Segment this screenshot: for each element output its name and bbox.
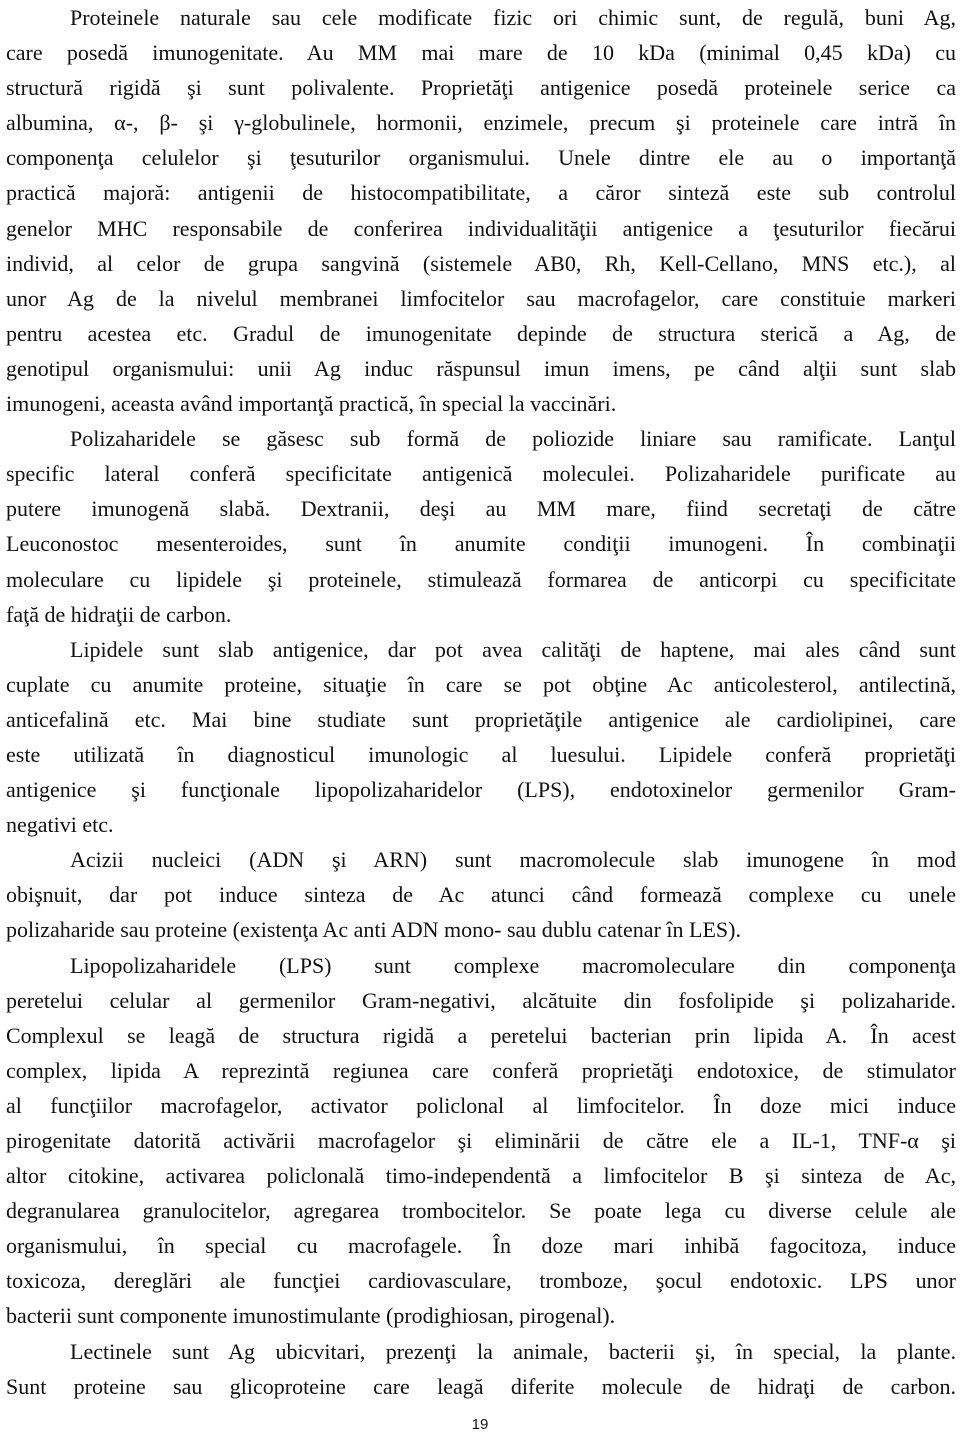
- text-line: care posedă imunogenitate. Au MM mai mare de 10 kDa (minimal 0,45 kDa) cu: [6, 40, 956, 66]
- text-line: practică majoră: antigenii de histocompatibilitate, a căror sinteză este sub controlul: [6, 180, 956, 206]
- text-line: albumina, α-, β- şi γ-globulinele, hormonii, enzimele, precum şi proteinele care intră în: [6, 110, 956, 136]
- text-line: peretelui celular al germenilor Gram-negativi, alcătuite din fosfolipide şi polizaharide.: [6, 987, 956, 1013]
- text-line: bacterii sunt componente imunostimulante (prodighiosan, pirogenal).: [6, 1303, 616, 1329]
- text-line: componenţa celulelor şi ţesuturilor organismului. Unele dintre ele au o importanţă: [6, 145, 956, 171]
- text-line: obişnuit, dar pot induce sinteza de Ac atunci când formează complexe cu unele: [6, 882, 956, 908]
- document-page: [6, 0, 956, 1404]
- text-line: specific lateral conferă specificitate antigenică moleculei. Polizaharidele purificate au: [6, 461, 956, 487]
- text-line: organismului, în special cu macrofagele. În doze mari inhibă fagocitoza, induce: [6, 1233, 956, 1259]
- text-line: moleculare cu lipidele şi proteinele, stimulează formarea de anticorpi cu specificitate: [6, 566, 956, 592]
- text-line: imunogeni, aceasta având importanţă practică, în special la vaccinări.: [6, 391, 617, 417]
- text-line: polizaharide sau proteine (existenţa Ac anti ADN mono- sau dublu catenar în LES).: [6, 917, 741, 943]
- text-line: anticefalină etc. Mai bine studiate sunt proprietăţile antigenice ale cardiolipinei, care: [6, 706, 956, 732]
- text-line: pentru acestea etc. Gradul de imunogenitate depinde de structura sterică a Ag, de: [6, 320, 956, 346]
- text-line: al funcţiilor macrofagelor, activator policlonal al limfocitelor. În doze mici induce: [6, 1092, 956, 1118]
- text-line: Complexul se leagă de structura rigidă a peretelui bacterian prin lipida A. În acest: [6, 1022, 956, 1048]
- text-line: complex, lipida A reprezintă regiunea care conferă proprietăţi endotoxice, de stimulator: [6, 1057, 956, 1083]
- text-line: Polizaharidele se găsesc sub formă de poliozide liniare sau ramificate. Lanţul: [70, 426, 956, 452]
- text-line: individ, al celor de grupa sangvină (sistemele AB0, Rh, Kell-Cellano, MNS etc.), al: [6, 250, 956, 276]
- text-line: altor citokine, activarea policlonală timo-independentă a limfocitelor B şi sinteza de Ac,: [6, 1163, 956, 1189]
- text-line: toxicoza, dereglări ale funcţiei cardiovasculare, tromboze, şocul endotoxic. LPS unor: [6, 1268, 956, 1294]
- text-line: Lipopolizaharidele (LPS) sunt complexe macromoleculare din componenţa: [70, 952, 956, 978]
- text-line: Sunt proteine sau glicoproteine care leagă diferite molecule de hidraţi de carbon.: [6, 1373, 956, 1399]
- text-line: antigenice şi funcţionale lipopolizaharidelor (LPS), endotoxinelor germenilor Gram-: [6, 777, 956, 803]
- text-line: Leuconostoc mesenteroides, sunt în anumite condiţii imunogeni. În combinaţii: [6, 531, 956, 557]
- page-number: 19: [471, 1416, 489, 1433]
- text-line: genelor MHC responsabile de conferirea individualităţii antigenice a ţesuturilor fiecărui: [6, 215, 956, 241]
- text-line: faţă de hidraţii de carbon.: [6, 601, 232, 627]
- text-line: Lipidele sunt slab antigenice, dar pot avea calităţi de haptene, mai ales când sunt: [70, 636, 956, 662]
- text-line: unor Ag de la nivelul membranei limfocitelor sau macrofagelor, care constituie markeri: [6, 285, 956, 311]
- text-line: cuplate cu anumite proteine, situaţie în care se pot obţine Ac anticolesterol, antilectină,: [6, 671, 956, 697]
- text-line: Acizii nucleici (ADN şi ARN) sunt macromolecule slab imunogene în mod: [70, 847, 956, 873]
- text-line: degranularea granulocitelor, agregarea trombocitelor. Se poate lega cu diverse celule ale: [6, 1198, 956, 1224]
- text-line: structură rigidă şi sunt polivalente. Proprietăţi antigenice posedă proteinele serice ca: [6, 75, 956, 101]
- text-line: pirogenitate datorită activării macrofagelor şi eliminării de către ele a IL-1, TNF-α şi: [6, 1128, 956, 1153]
- text-line: putere imunogenă slabă. Dextranii, deşi au MM mare, fiind secretaţi de către: [6, 496, 956, 522]
- text-line: genotipul organismului: unii Ag induc răspunsul imun imens, pe când alţii sunt slab: [6, 355, 956, 381]
- text-line: Proteinele naturale sau cele modificate fizic ori chimic sunt, de regulă, buni Ag,: [70, 5, 956, 30]
- text-line: este utilizată în diagnosticul imunologic al luesului. Lipidele conferă proprietăţi: [6, 741, 956, 767]
- text-line: Lectinele sunt Ag ubicvitari, prezenţi la animale, bacterii şi, în special, la plante.: [70, 1338, 956, 1364]
- text-line: negativi etc.: [6, 812, 114, 838]
